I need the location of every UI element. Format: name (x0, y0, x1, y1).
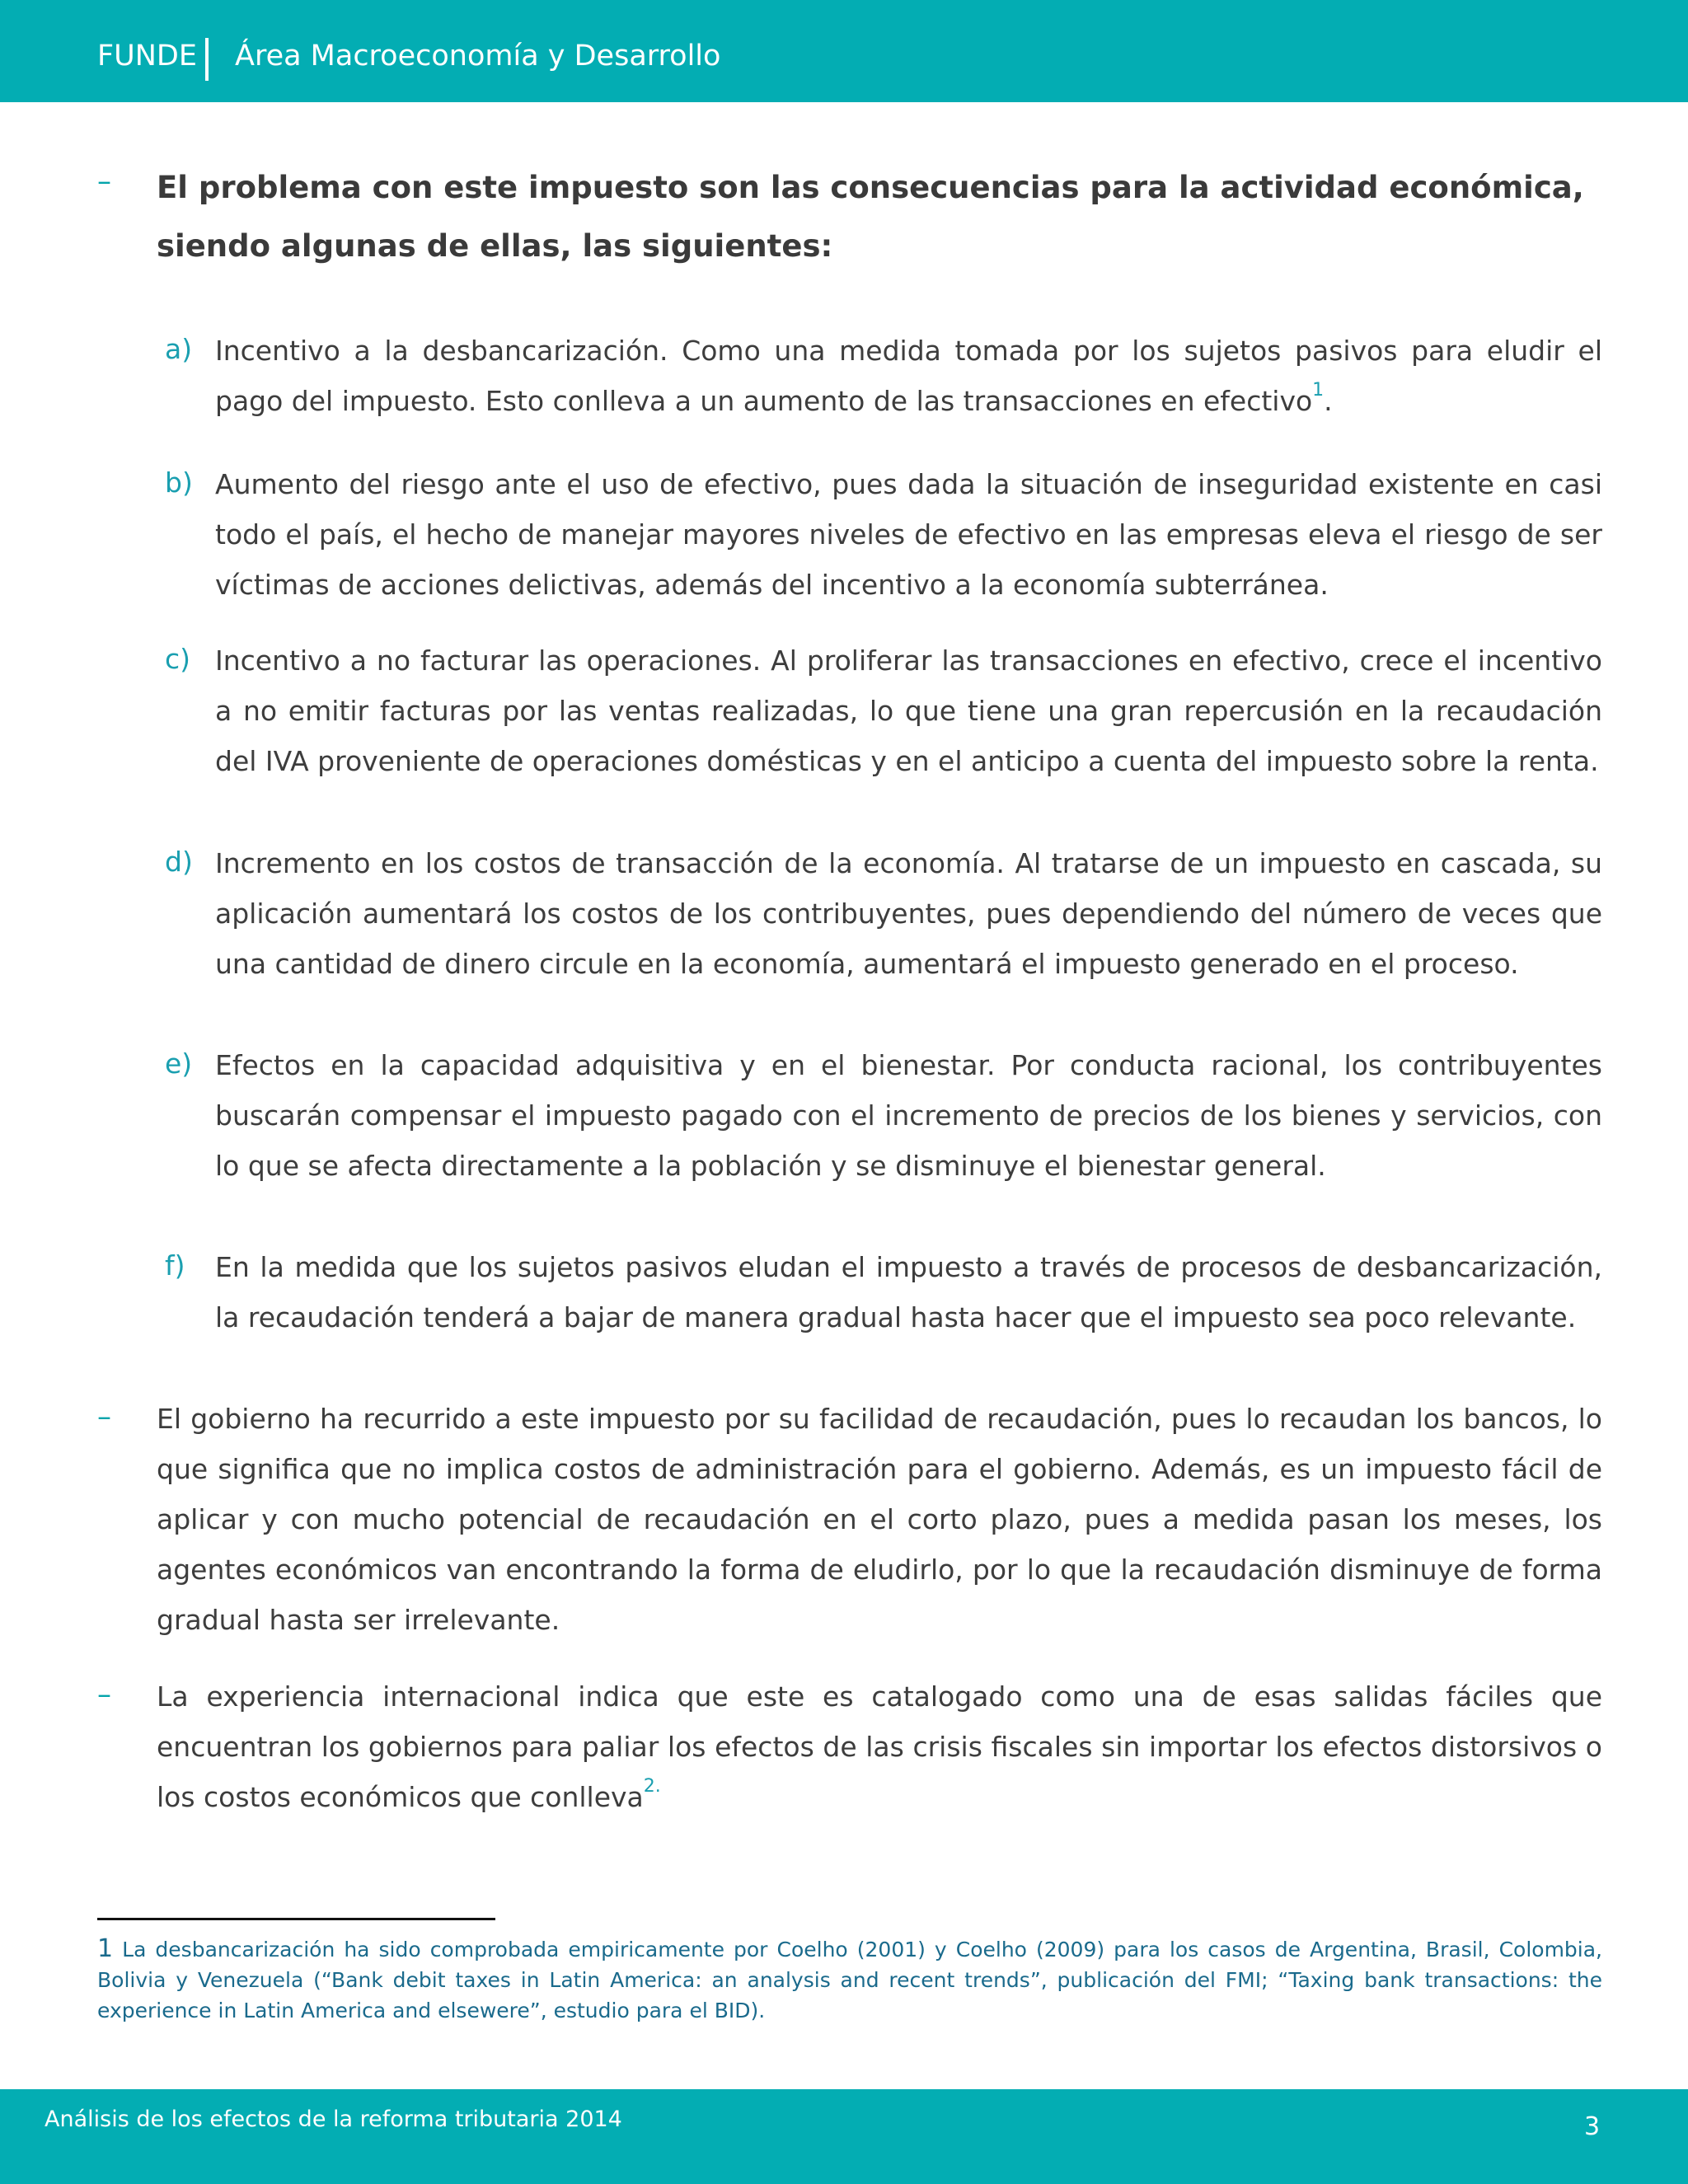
footer-document-title: Análisis de los efectos de la reforma tributaria 2014 (45, 2107, 622, 2132)
footnote-text: La desbancarización ha sido comprobada empiricamente por Coelho (2001) y Coelho (2009) para los casos de Argentina, Brasil, Colombia, Bolivia y Venezuela (“Bank debit taxes in Latin America: an analysis and recent trends”, publicación del FMI; “Taxing bank transactions: the experience in Latin America and elsewere”, estudio para el BID). (97, 1938, 1603, 2022)
page-number: 3 (1584, 2112, 1601, 2141)
item-marker-f: f) (165, 1249, 185, 1282)
intro-heading: El problema con este impuesto son las consecuencias para la actividad económica, siendo algunas de ellas, las siguientes: (157, 170, 1584, 264)
paragraph-experiencia-text: La experiencia internacional indica que este es catalogado como una de esas salidas fáciles que encuentran los gobiernos para paliar los efectos de las crisis fiscales sin importar los efectos distorsivos o los costos económicos que conlleva (157, 1680, 1602, 1813)
footnote-number: 1 (97, 1934, 114, 1963)
list-item-a-tail: . (1324, 385, 1333, 417)
footnote-1 (97, 1933, 1602, 2026)
header-org-name: FUNDE (97, 40, 197, 73)
item-marker-b: b) (165, 466, 193, 499)
list-item-c: Incentivo a no facturar las operaciones. Al proliferar las transacciones en efectivo, crece el incentivo a no emitir facturas por las ventas realizadas, lo que tiene una gran repercusión en la recaudación del IVA proveniente de operaciones domésticas y en el anticipo a cuenta del impuesto sobre la renta. (215, 644, 1602, 777)
header-area-name: Área Macroeconomía y Desarrollo (235, 40, 721, 73)
bullet-dash: – (97, 1400, 111, 1433)
item-marker-d: d) (165, 846, 193, 878)
page-header (0, 0, 1688, 102)
list-item-a-text: Incentivo a la desbancarización. Como una medida tomada por los sujetos pasivos para eludir el pago del impuesto. Esto conlleva a un aumento de las transacciones en efectivo (215, 335, 1602, 417)
item-marker-e: e) (165, 1047, 193, 1080)
bullet-dash: – (97, 165, 111, 198)
list-item-f: En la medida que los sujetos pasivos eludan el impuesto a través de procesos de desbancarización, la recaudación tenderá a bajar de manera gradual hasta hacer que el impuesto sea poco relevante. (215, 1251, 1602, 1333)
item-marker-a: a) (165, 333, 193, 365)
footnote-ref-1[interactable]: 1 (1312, 380, 1325, 401)
item-marker-c: c) (165, 643, 191, 675)
header-separator (205, 38, 209, 81)
bullet-dash: – (97, 1678, 111, 1711)
list-item-b: Aumento del riesgo ante el uso de efectivo, pues dada la situación de inseguridad existente en casi todo el país, el hecho de manejar mayores niveles de efectivo en las empresas eleva el riesgo de ser víctimas de acciones delictivas, además del incentivo a la economía subterránea. (215, 468, 1602, 601)
page-footer (0, 2089, 1688, 2184)
paragraph-experiencia (157, 1671, 1602, 1822)
list-item-a (215, 326, 1602, 426)
footnote-ref-2[interactable]: 2. (643, 1776, 661, 1797)
list-item-d: Incremento en los costos de transacción de la economía. Al tratarse de un impuesto en cascada, su aplicación aumentará los costos de los contribuyentes, pues dependiendo del número de veces que una cantidad de dinero circule en la economía, aumentará el impuesto generado en el proceso. (215, 847, 1602, 980)
list-item-e: Efectos en la capacidad adquisitiva y en el bienestar. Por conducta racional, los contribuyentes buscarán compensar el impuesto pagado con el incremento de precios de los bienes y servicios, con lo que se afecta directamente a la población y se disminuye el bienestar general. (215, 1049, 1602, 1182)
footnote-separator (97, 1918, 495, 1920)
paragraph-gobierno: El gobierno ha recurrido a este impuesto por su facilidad de recaudación, pues lo recaudan los bancos, lo que significa que no implica costos de administración para el gobierno. Además, es un impuesto fácil de aplicar y con mucho potencial de recaudación en el corto plazo, pues a medida pasan los meses, los agentes económicos van encontrando la forma de eludirlo, por lo que la recaudación disminuye de forma gradual hasta ser irrelevante. (157, 1403, 1602, 1636)
